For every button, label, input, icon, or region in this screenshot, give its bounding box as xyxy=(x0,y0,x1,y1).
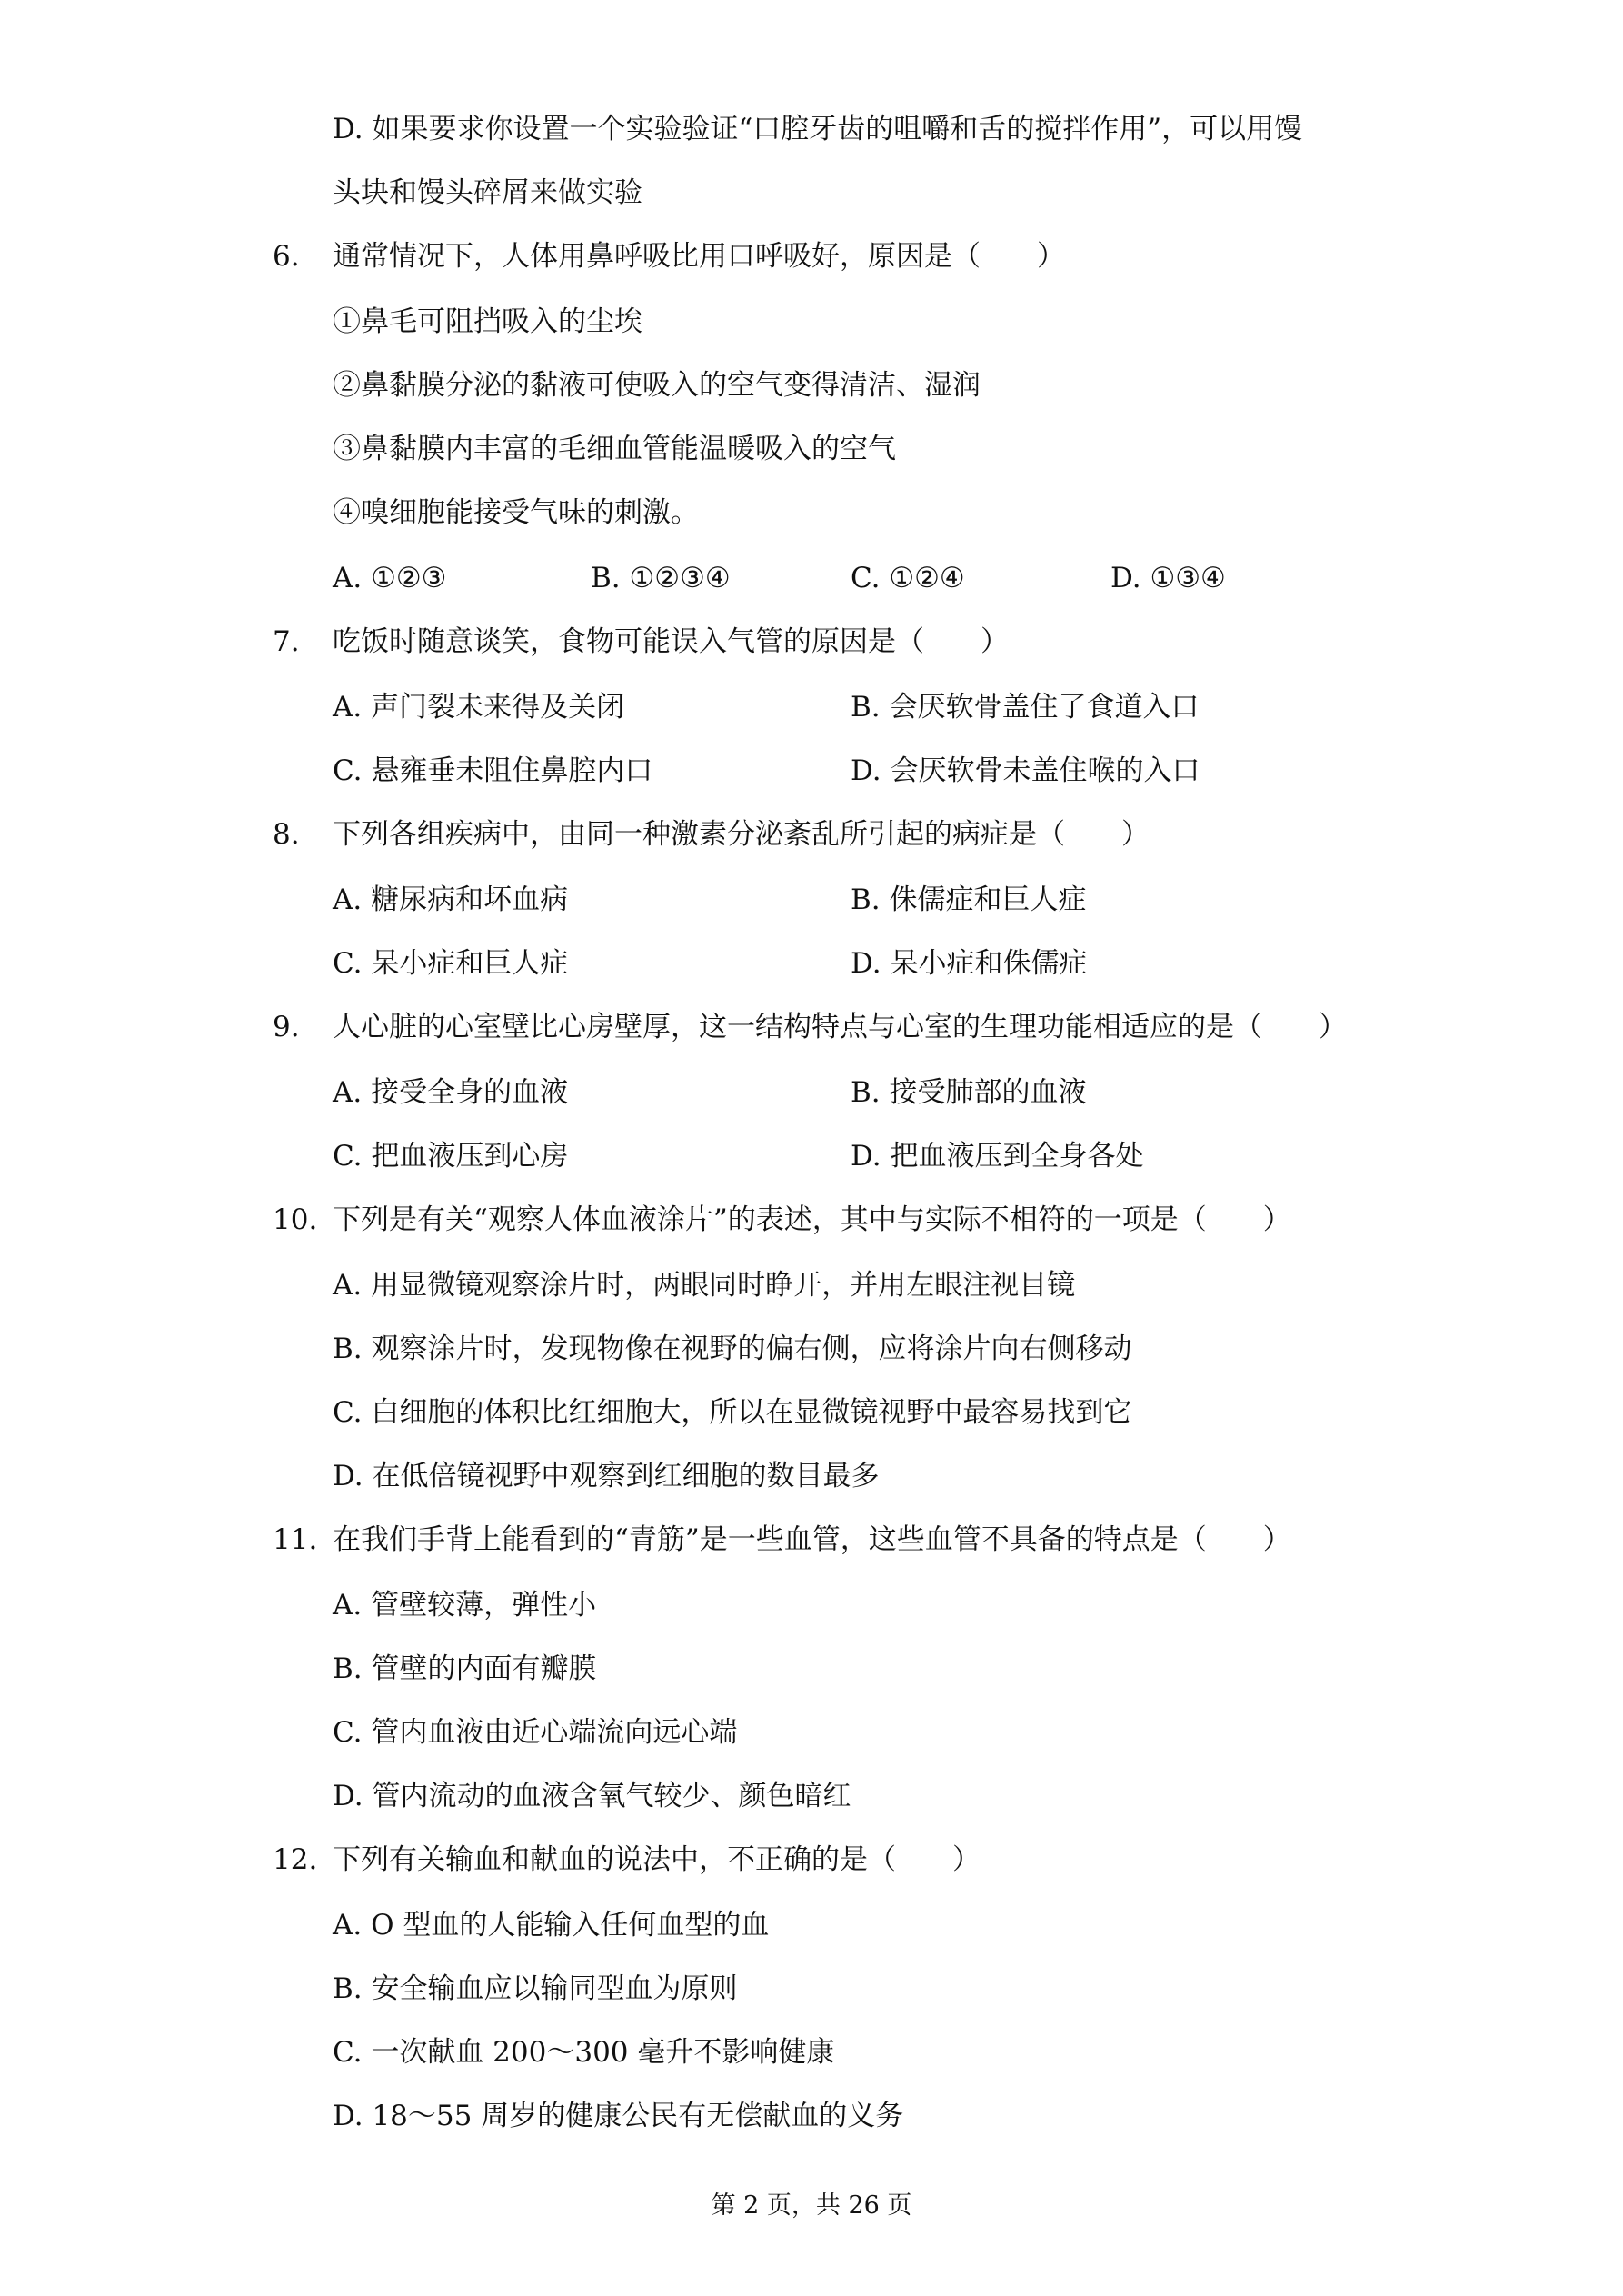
option-a: A. O 型血的人能输入任何血型的血 xyxy=(333,1909,770,1942)
carry-over-line-1: D. 如果要求你设置一个实验验证“口腔牙齿的咀嚼和舌的搅拌作用”，可以用馒 xyxy=(333,113,1303,145)
option-a: A. 用显微镜观察涂片时，两眼同时睁开，并用左眼注视目镜 xyxy=(333,1269,1076,1302)
option-c: C. ①②④ xyxy=(851,562,965,594)
option-a: A. 声门裂未来得及关闭 xyxy=(333,691,625,724)
question-stem: 人心脏的心室壁比心房壁厚，这一结构特点与心室的生理功能相适应的是（ ） xyxy=(333,1011,1347,1043)
option-b: B. 会厌软骨盖住了食道入口 xyxy=(851,691,1200,724)
page-footer: 第 2 页，共 26 页 xyxy=(711,2191,912,2220)
option-b: B. 安全输血应以输同型血为原则 xyxy=(333,1972,738,2005)
statement-3: ③鼻黏膜内丰富的毛细血管能温暖吸入的空气 xyxy=(333,433,896,465)
option-c: C. 把血液压到心房 xyxy=(333,1140,569,1173)
question-stem: 下列是有关“观察人体血液涂片”的表述，其中与实际不相符的一项是（ ） xyxy=(333,1203,1291,1236)
option-d: D. 把血液压到全身各处 xyxy=(851,1140,1144,1173)
carry-over-line-2: 头块和馒头碎屑来做实验 xyxy=(333,176,642,209)
option-d: D. 会厌软骨未盖住喉的入口 xyxy=(851,754,1200,787)
question-number: 8. xyxy=(273,818,300,851)
option-b: B. 接受肺部的血液 xyxy=(851,1076,1087,1109)
statement-2: ②鼻黏膜分泌的黏液可使吸入的空气变得清洁、湿润 xyxy=(333,369,981,402)
option-d: D. 呆小症和侏儒症 xyxy=(851,947,1088,980)
question-stem: 通常情况下，人体用鼻呼吸比用口呼吸好，原因是（ ） xyxy=(333,240,1065,273)
question-number: 12. xyxy=(273,1843,318,1876)
question-number: 9. xyxy=(273,1011,300,1043)
option-d: D. ①③④ xyxy=(1110,562,1226,594)
option-d: D. 18～55 周岁的健康公民有无偿献血的义务 xyxy=(333,2100,904,2132)
option-a: A. 管壁较薄，弹性小 xyxy=(333,1589,597,1622)
question-number: 7. xyxy=(273,625,300,658)
question-number: 11. xyxy=(273,1523,318,1556)
option-c: C. 一次献血 200～300 毫升不影响健康 xyxy=(333,2036,835,2069)
option-c: C. 白细胞的体积比红细胞大，所以在显微镜视野中最容易找到它 xyxy=(333,1396,1132,1429)
option-a: A. 接受全身的血液 xyxy=(333,1076,569,1109)
option-b: B. 侏儒症和巨人症 xyxy=(851,883,1087,916)
question-stem: 下列有关输血和献血的说法中，不正确的是（ ） xyxy=(333,1843,981,1876)
option-a: A. ①②③ xyxy=(333,562,447,594)
option-a: A. 糖尿病和坏血病 xyxy=(333,883,569,916)
statement-1: ①鼻毛可阻挡吸入的尘埃 xyxy=(333,305,642,338)
question-stem: 吃饭时随意谈笑，食物可能误入气管的原因是（ ） xyxy=(333,625,1009,658)
option-c: C. 管内血液由近心端流向远心端 xyxy=(333,1716,738,1749)
option-b: B. 观察涂片时，发现物像在视野的偏右侧，应将涂片向右侧移动 xyxy=(333,1333,1132,1365)
statement-4: ④嗅细胞能接受气味的刺激。 xyxy=(333,496,699,529)
option-d: D. 管内流动的血液含氧气较少、颜色暗红 xyxy=(333,1780,851,1812)
question-number: 10. xyxy=(273,1203,318,1236)
option-c: C. 悬雍垂未阻住鼻腔内口 xyxy=(333,754,653,787)
option-b: B. 管壁的内面有瓣膜 xyxy=(333,1652,597,1685)
option-c: C. 呆小症和巨人症 xyxy=(333,947,569,980)
option-d: D. 在低倍镜视野中观察到红细胞的数目最多 xyxy=(333,1460,880,1492)
option-b: B. ①②③④ xyxy=(591,562,731,594)
question-stem: 在我们手背上能看到的“青筋”是一些血管，这些血管不具备的特点是（ ） xyxy=(333,1523,1291,1556)
question-stem: 下列各组疾病中，由同一种激素分泌紊乱所引起的病症是（ ） xyxy=(333,818,1150,851)
question-number: 6. xyxy=(273,240,300,273)
